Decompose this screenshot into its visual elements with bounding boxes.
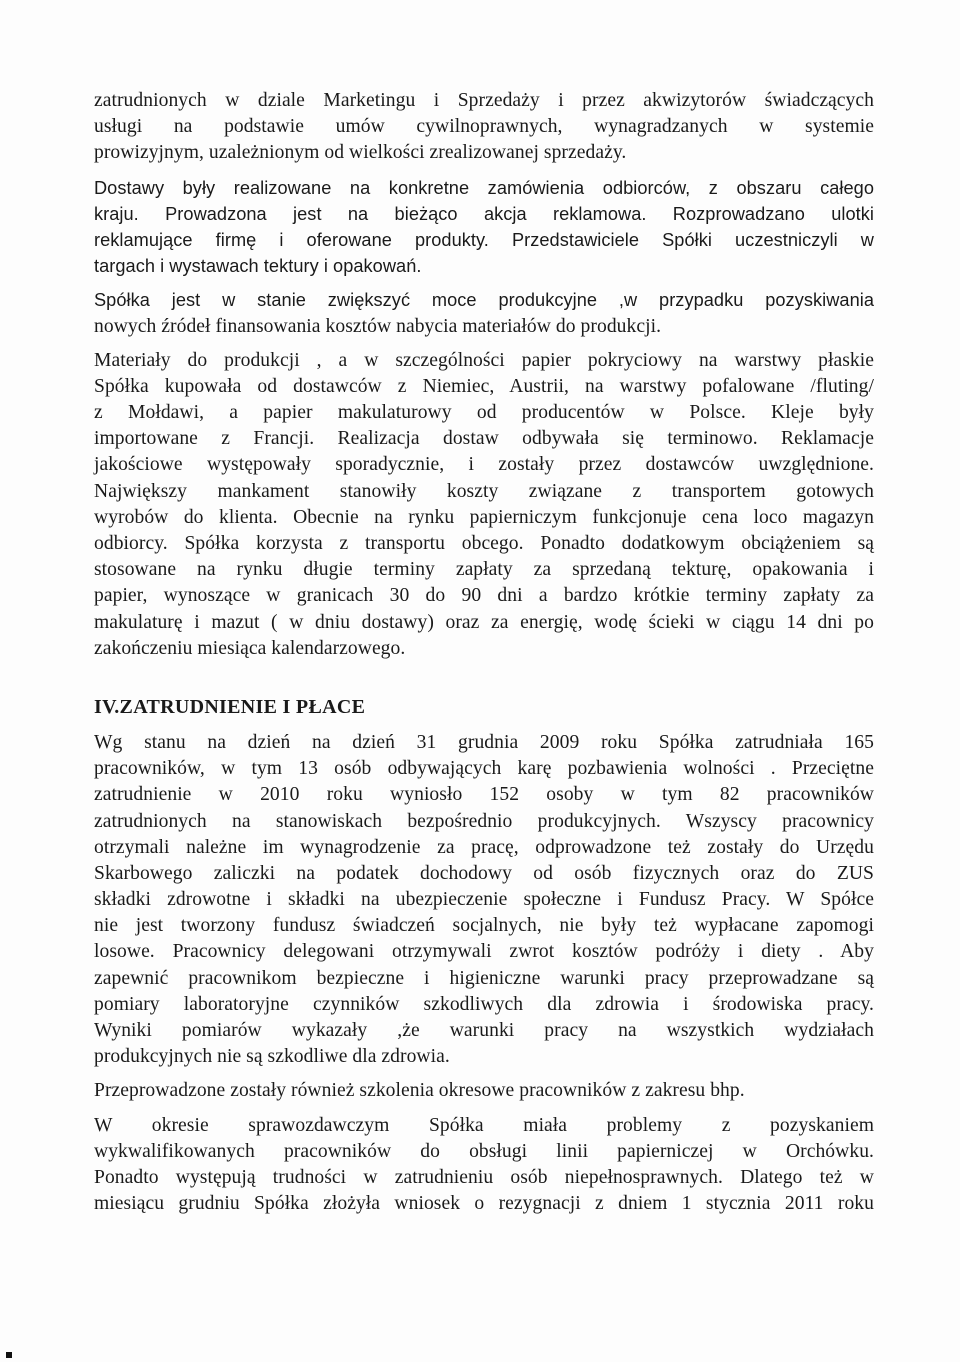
text-line: Materiały do produkcji , a w szczególności papier pokryciowy na warstwy płaskie [94, 349, 874, 371]
text-line: wykwalifikowanych pracowników do obsługi linii papierniczej w Orchówku. [94, 1140, 874, 1162]
text-line: importowane z Francji. Realizacja dostaw odbywała się terminowo. Reklamacje [94, 428, 874, 450]
paragraph-sales-staff [94, 88, 874, 167]
text-line: miesiącu grudniu Spółka złożyła wniosek o rezygnacji z dniem 1 stycznia 2011 roku [94, 1193, 874, 1215]
text-line: zapewnić pracownikom bezpieczne i higieniczne warunki pracy przeprowadzane są [94, 967, 874, 989]
text-line: targach i wystawach tektury i opakowań. [94, 256, 422, 277]
text-line: usługi na podstawie umów cywilnoprawnych, wynagradzanych w systemie [94, 116, 874, 138]
section-heading: IV.ZATRUDNIENIE I PŁACE [94, 695, 366, 718]
paragraph-deliveries [94, 175, 874, 280]
document-body [94, 88, 874, 1217]
text-line: Dostawy były realizowane na konkretne zamówienia odbiorców, z obszaru całego [94, 177, 874, 198]
text-line: nie jest tworzony fundusz świadczeń socjalnych, nie były też wypłacane zapomogi [94, 915, 874, 937]
text-line: otrzymali należne im wynagrodzenie za pracę, odprowadzone też zostały do Urzędu [94, 836, 874, 858]
text-line: zatrudnienie w 2010 roku wyniosło 152 osoby w tym 82 pracowników [94, 784, 874, 806]
text-line: zatrudnionych w dziale Marketingu i Sprzedaży i przez akwizytorów świadczących [94, 90, 874, 111]
text-line: Spółka kupowała od dostawców z Niemiec, Austrii, na warstwy pofalowane /fluting/ [94, 375, 874, 397]
text-line: pomiary laboratoryjne czynników szkodliwych dla zdrowia i środowiska pracy. [94, 993, 874, 1015]
text-line: nowych źródeł finansowania kosztów nabycia materiałów do produkcji. [94, 315, 662, 337]
text-line: kraju. Prowadzona jest na bieżąco akcja reklamowa. Rozprowadzano ulotki [94, 203, 874, 224]
text-line: odbiorcy. Spółka korzysta z transportu obcego. Ponadto dodatkowym obciążeniem są [94, 533, 874, 554]
text-line: z Mołdawi, a papier makulaturowy od producentów w Polsce. Kleje były [94, 402, 874, 424]
paragraph-materials [94, 348, 874, 662]
text-line: Przeprowadzone zostały również szkolenia okresowe pracowników z zakresu bhp. [94, 1080, 745, 1102]
text-line: Wg stanu na dzień na dzień 31 grudnia 2009 roku Spółka zatrudniała 165 [94, 731, 874, 753]
scan-mark [6, 1352, 12, 1358]
text-line: papier, wynoszące w granicach 30 do 90 dni a bardzo krótkie terminy zapłaty za [94, 585, 874, 607]
text-line: składki zdrowotne i składki na ubezpieczenie społeczne i Fundusz Pracy. W Spółce [94, 889, 874, 911]
text-line: prowizyjnym, uzależnionym od wielkości zrealizowanej sprzedaży. [94, 142, 627, 164]
text-line: Największy mankament stanowiły koszty związane z transportem gotowych [94, 480, 874, 502]
text-line: Spółka jest w stanie zwiększyć moce produkcyjne ,w przypadku pozyskiwania [94, 290, 874, 311]
text-line: makulaturę i mazut ( w dniu dostawy) oraz za energię, wodę ścieki w ciągu 14 dni po [94, 611, 874, 633]
text-line: Ponadto występują trudności w zatrudnieniu osób niepełnosprawnych. Dlatego też w [94, 1166, 874, 1188]
paragraph-capacity [94, 287, 874, 339]
paragraph-training [94, 1078, 874, 1104]
text-line: stosowane na rynku długie terminy zapłaty za sprzedaną tekturę, opakowania i [94, 559, 874, 581]
text-line: wyrobów do klienta. Obecnie na rynku papierniczym funkcjonuje cena loco magazyn [94, 506, 874, 528]
text-line: produkcyjnych nie są szkodliwe dla zdrowia. [94, 1046, 450, 1068]
text-line: W okresie sprawozdawczym Spółka miała problemy z pozyskaniem [94, 1114, 874, 1136]
text-line: zakończeniu miesiąca kalendarzowego. [94, 637, 406, 659]
paragraph-employment [94, 730, 874, 1070]
text-line: pracowników, w tym 13 osób odbywających karę pozbawienia wolności . Przeciętne [94, 758, 874, 780]
text-line: losowe. Pracownicy delegowani otrzymywali zwrot kosztów podróży i diety . Aby [94, 941, 874, 963]
paragraph-staffing-problems [94, 1113, 874, 1218]
text-line: jakościowe występowały sporadycznie, i zostały przez dostawców uwzględnione. [94, 454, 874, 476]
text-line: reklamujące firmę i oferowane produkty. Przedstawiciele Spółki uczestniczyli w [94, 229, 874, 250]
text-line: zatrudnionych na stanowiskach bezpośrednio produkcyjnych. Wszyscy pracownicy [94, 810, 874, 832]
text-line: Skarbowego zaliczki na podatek dochodowy od osób fizycznych oraz do ZUS [94, 862, 874, 884]
text-line: Wyniki pomiarów wykazały ,że warunki pracy na wszystkich wydziałach [94, 1020, 874, 1041]
